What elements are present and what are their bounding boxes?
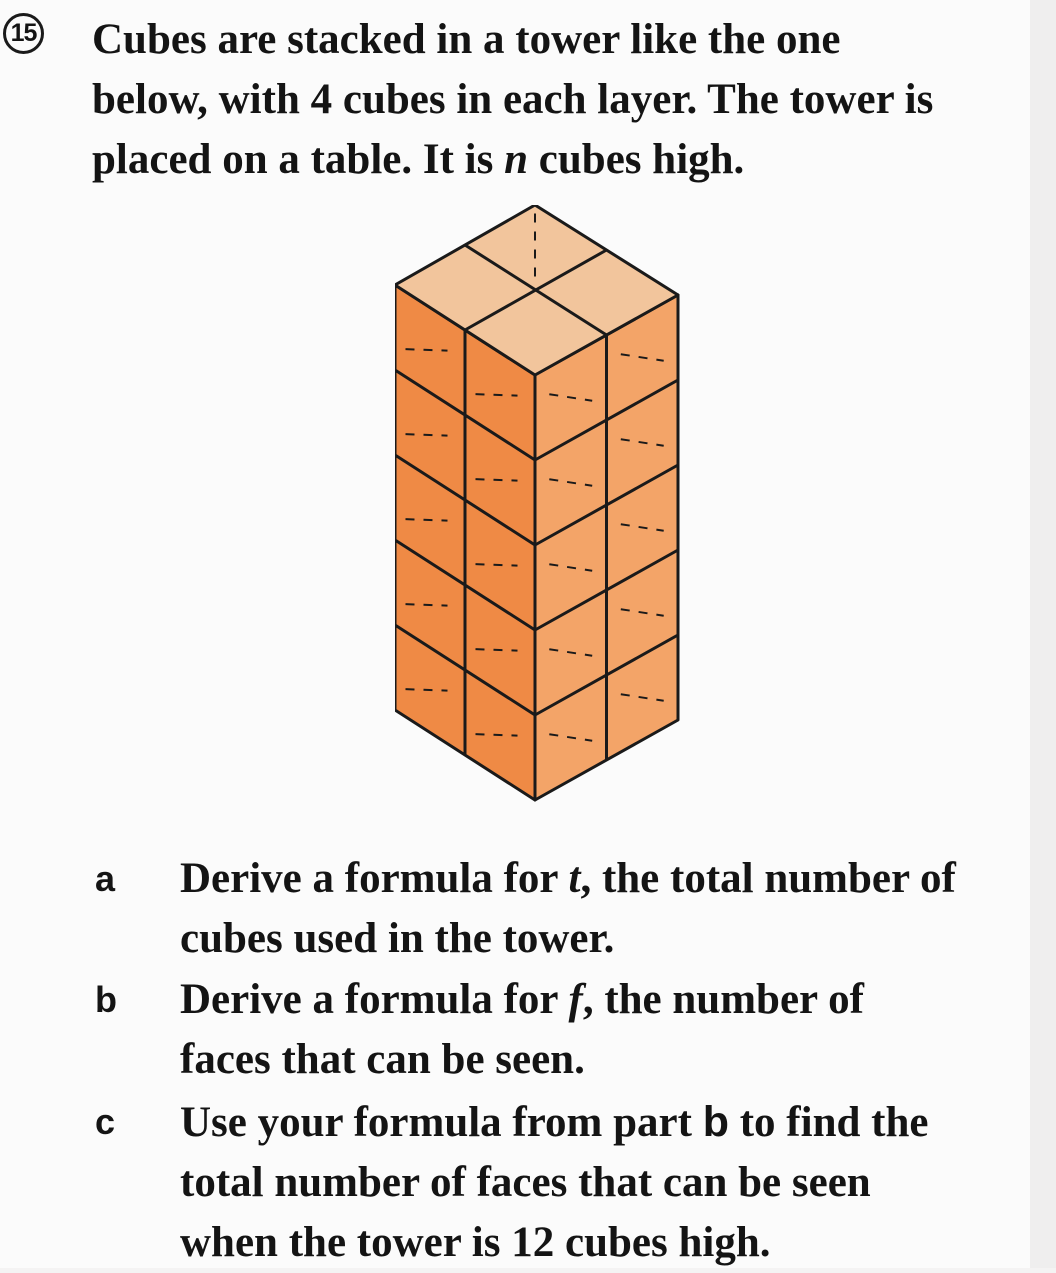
cube-tower-figure	[395, 205, 695, 815]
variable-t: t	[568, 855, 581, 902]
part-c-line-2: total number of faces that can be seen	[180, 1159, 871, 1206]
part-b-letter: b	[95, 979, 117, 1020]
intro-line-3	[92, 130, 1012, 190]
intro-line-2: below, with 4 cubes in each layer. The tower is	[92, 76, 934, 123]
part-c-line-3: when the tower is 12 cubes high.	[180, 1219, 771, 1266]
part-c-letter: c	[95, 1101, 116, 1142]
intro-line-3-post: cubes high.	[528, 136, 745, 183]
part-a-line-1-post: , the total number of	[580, 855, 956, 902]
part-a-text	[180, 849, 956, 969]
part-a-line-1	[180, 849, 956, 909]
part-b-line-1-post: , the number of	[582, 976, 864, 1023]
page-edge	[1030, 0, 1056, 1268]
part-c-line-1	[180, 1092, 928, 1153]
question-number: 15	[3, 13, 44, 54]
variable-n: n	[504, 136, 529, 183]
part-b-line-1-pre: Derive a formula for	[180, 976, 569, 1023]
part-a-line-2: cubes used in the tower.	[180, 915, 615, 962]
question-intro	[92, 10, 1012, 190]
intro-line-1: Cubes are stacked in a tower like the one	[92, 16, 841, 63]
part-reference-b: b	[702, 1098, 729, 1146]
part-c-text	[180, 1092, 928, 1273]
intro-line-3-pre: placed on a table. It is	[92, 136, 505, 183]
part-a-line-1-pre: Derive a formula for	[180, 855, 569, 902]
part-b-line-2: faces that can be seen.	[180, 1036, 585, 1083]
part-a-letter: a	[95, 858, 116, 899]
part-b-line-1	[180, 970, 864, 1030]
part-b-text	[180, 970, 864, 1090]
part-c-line-1-post: to find the	[728, 1099, 929, 1146]
part-c-line-1-pre: Use your formula from part	[180, 1099, 703, 1146]
cube-tower	[395, 205, 678, 800]
variable-f: f	[568, 976, 583, 1023]
